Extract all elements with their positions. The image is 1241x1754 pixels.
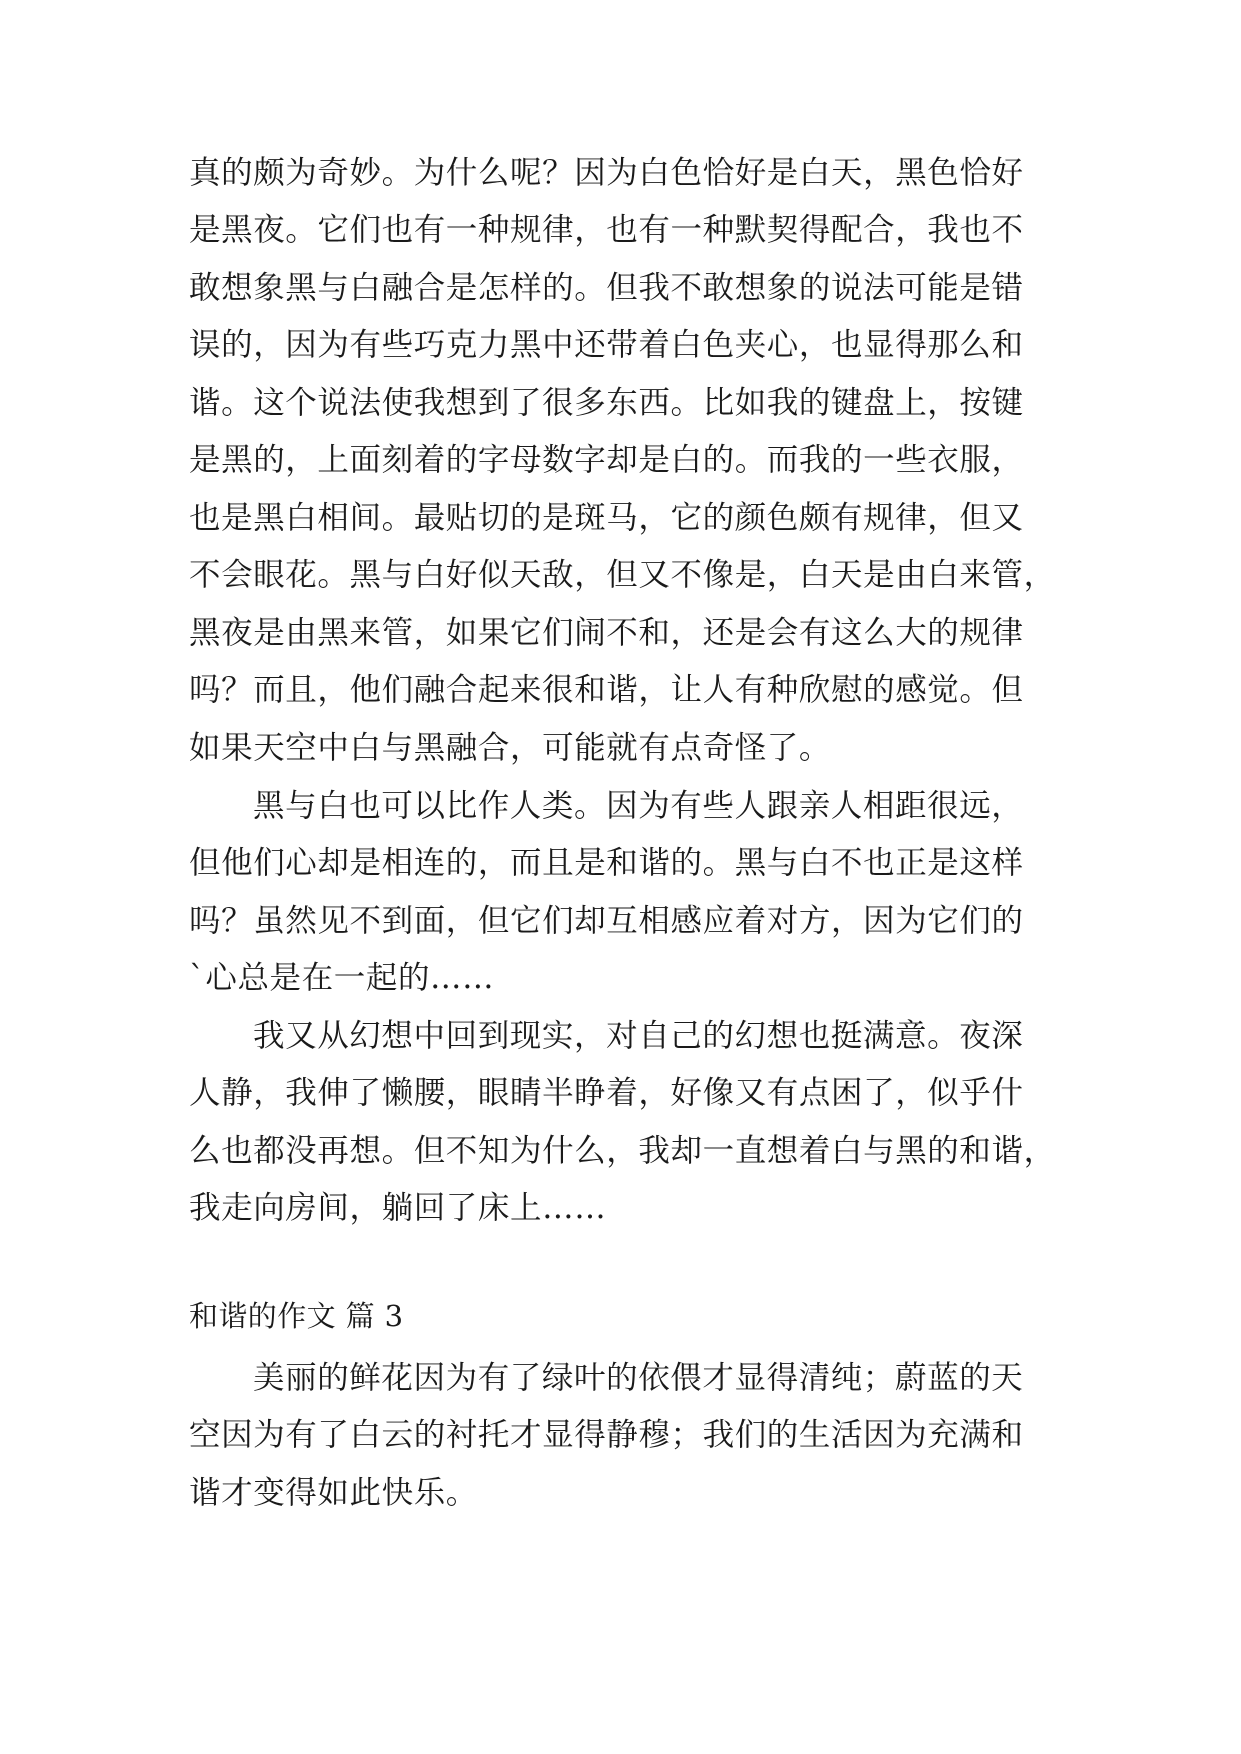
paragraph-1-line-1: 真的颇为奇妙。为什么呢？因为白色恰好是白天，黑色恰好 (189, 155, 1024, 191)
paragraph-4-line-1: 美丽的鲜花因为有了绿叶的依偎才显得清纯；蔚蓝的天 (253, 1360, 1024, 1396)
paragraph-1-line-7: 也是黑白相间。最贴切的是斑马，它的颜色颇有规律，但又 (189, 500, 1024, 536)
paragraph-1-line-4: 误的，因为有些巧克力黑中还带着白色夹心，也显得那么和 (189, 327, 1024, 363)
paragraph-1-line-6: 是黑的，上面刻着的字母数字却是白的。而我的一些衣服， (189, 442, 1024, 478)
paragraph-1-line-3: 敢想象黑与白融合是怎样的。但我不敢想象的说法可能是错 (189, 270, 1024, 306)
paragraph-1-line-8: 不会眼花。黑与白好似天敌，但又不像是，白天是由白来管， (189, 557, 1056, 593)
paragraph-2-line-2: 但他们心却是相连的，而且是和谐的。黑与白不也正是这样 (189, 845, 1024, 881)
paragraph-1-line-9: 黑夜是由黑来管，如果它们闹不和，还是会有这么大的规律 (189, 615, 1024, 651)
section-heading: 和谐的作文 篇 3 (189, 1299, 404, 1333)
paragraph-2-line-3: 吗？虽然见不到面，但它们却互相感应着对方，因为它们的 (189, 903, 1024, 939)
paragraph-3-line-3: 么也都没再想。但不知为什么，我却一直想着白与黑的和谐， (189, 1133, 1056, 1169)
paragraph-3-line-1: 我又从幻想中回到现实，对自己的幻想也挺满意。夜深 (253, 1018, 1024, 1054)
paragraph-2-line-4: `心总是在一起的…… (189, 960, 495, 996)
paragraph-3-line-4: 我走向房间，躺回了床上…… (189, 1190, 607, 1226)
paragraph-1-line-10: 吗？而且，他们融合起来很和谐，让人有种欣慰的感觉。但 (189, 672, 1024, 708)
paragraph-4-line-2: 空因为有了白云的衬托才显得静穆；我们的生活因为充满和 (189, 1417, 1024, 1453)
paragraph-1-line-5: 谐。这个说法使我想到了很多东西。比如我的键盘上，按键 (189, 385, 1024, 421)
paragraph-1-line-11: 如果天空中白与黑融合，可能就有点奇怪了。 (189, 730, 832, 766)
paragraph-2-line-1: 黑与白也可以比作人类。因为有些人跟亲人相距很远， (253, 788, 1024, 824)
paragraph-3-line-2: 人静，我伸了懒腰，眼睛半睁着，好像又有点困了，似乎什 (189, 1075, 1024, 1111)
paragraph-4-line-3: 谐才变得如此快乐。 (189, 1475, 478, 1511)
paragraph-1-line-2: 是黑夜。它们也有一种规律，也有一种默契得配合，我也不 (189, 212, 1024, 248)
